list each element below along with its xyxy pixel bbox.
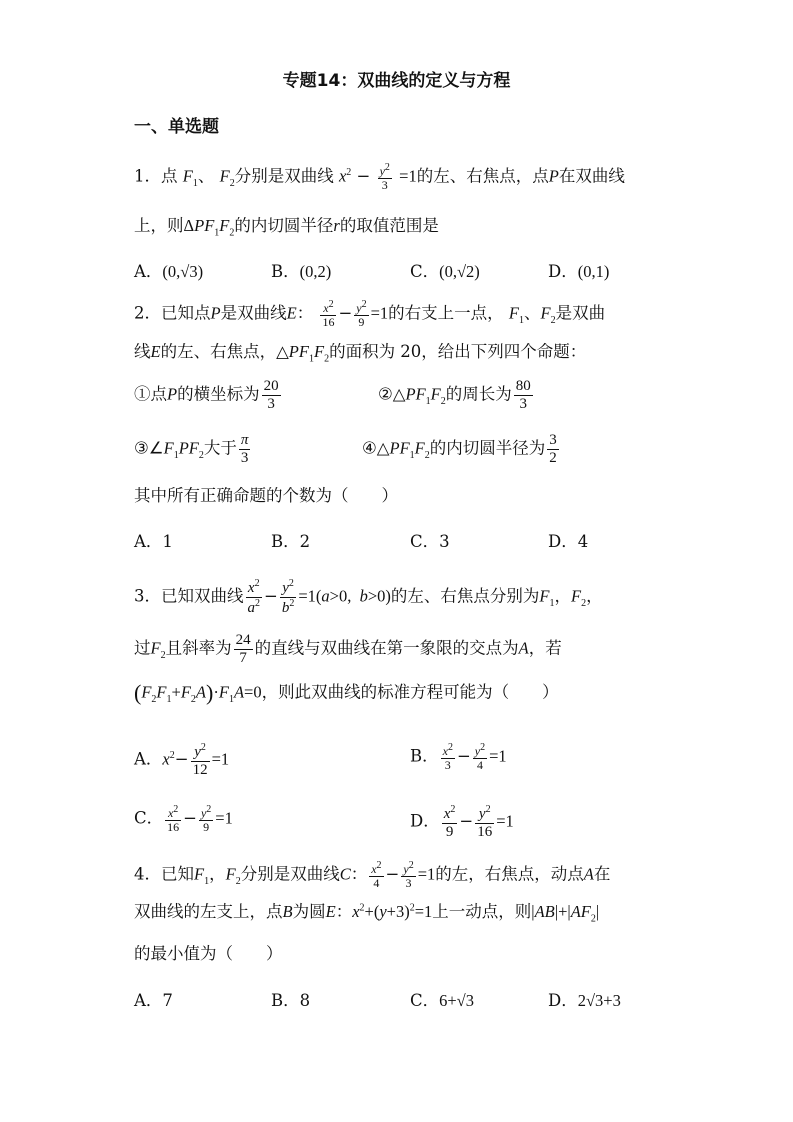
q3-option-a[interactable]: A．$x^2-$ $\frac{y^2}{12}$ =1 (134, 742, 230, 778)
q4-line-3: 的最小值为（ ） (134, 944, 283, 963)
q3-line-3: $(F_2F_1+F_2A)\cdot F_1A=0$，则此双曲线的标准方程可能为（ ） (134, 680, 559, 705)
q3-option-b[interactable]: B． $\frac{x^2}{3}$ − $\frac{y^2}{4}$ =1 (410, 742, 507, 773)
page-title: 专题14：双曲线的定义与方程 (282, 71, 511, 91)
q4-line-2: 双曲线的左支上，点B为圆E：$x^2+(y+3)^2=1$上一动点，则$|AB|+|AF_2|$ (134, 902, 600, 925)
q1-option-c[interactable]: C．(0,√2) (410, 262, 480, 281)
q1-line-1: 1．点 $F_1$、 $F_2$分别是双曲线 $x^2$ − $\frac{y^2}{3}$ =1的左、右焦点，点P在双曲线 (134, 162, 625, 193)
q2-line-2: 线E的左、右焦点，$\triangle PF_1F_2$的面积为 20，给出下列四个命题： (134, 342, 587, 365)
q4-option-b[interactable]: B．8 (271, 991, 311, 1010)
q2-line-1: 2．已知点P是双曲线E： $\frac{x^2}{16}$ − $\frac{y^2}{9}$ =1的右支上一点， $F_1$、$F_2$是双曲 (134, 299, 606, 330)
q2-question: 其中所有正确命题的个数为（ ） (134, 486, 398, 505)
q3-option-d[interactable]: D． $\frac{x^2}{9}$ − $\frac{y^2}{16}$ =1 (410, 804, 514, 840)
q1-option-b[interactable]: B．(0,2) (271, 262, 332, 281)
section-heading: 一、单选题 (134, 117, 219, 137)
q3-option-c[interactable]: C． $\frac{x^2}{16}$ − $\frac{y^2}{9}$ =1 (134, 804, 233, 835)
q2-option-d[interactable]: D．4 (548, 532, 589, 551)
q2-proposition-4: $④\triangle PF_1F_2$的内切圆半径为 $\frac{3}{2}$ (362, 432, 557, 466)
q2-proposition-1: ①点P的横坐标为 $\frac{20}{3}$ (134, 378, 279, 412)
q4-option-d[interactable]: D．2√3+3 (548, 991, 621, 1010)
q1-option-d[interactable]: D．(0,1) (548, 262, 610, 281)
q3-line-2: 过$F_2$且斜率为 $\frac{24}{7}$ 的直线与双曲线在第一象限的交点为A，若 (134, 632, 562, 666)
q2-option-a[interactable]: A．1 (134, 532, 173, 551)
q2-option-c[interactable]: C．3 (410, 532, 450, 551)
q1-line-2: 上，则$\Delta PF_1F_2$的内切圆半径r的取值范围是 (134, 216, 439, 239)
q2-proposition-3: $③\angle F_1PF_2$大于 $\frac{\pi}{3}$ (134, 432, 249, 466)
q4-option-a[interactable]: A．7 (134, 991, 173, 1010)
q2-option-b[interactable]: B．2 (271, 532, 311, 551)
q3-line-1: 3．已知双曲线 $\frac{x^2}{a^2}$ − $\frac{y^2}{b^2}$ =1(a>0, b>0)的左、右焦点分别为$F_1$，$F_2$， (134, 578, 603, 616)
q1-option-a[interactable]: A．(0,√3) (134, 262, 204, 281)
q4-line-1: 4．已知$F_1$，$F_2$分别是双曲线C： $\frac{x^2}{4}$ − $\frac{y^2}{3}$ =1的左，右焦点，动点A在 (134, 860, 611, 891)
q4-option-c[interactable]: C．6+√3 (410, 991, 474, 1010)
q2-proposition-2: $②\triangle PF_1F_2$的周长为 $\frac{80}{3}$ (378, 378, 531, 412)
